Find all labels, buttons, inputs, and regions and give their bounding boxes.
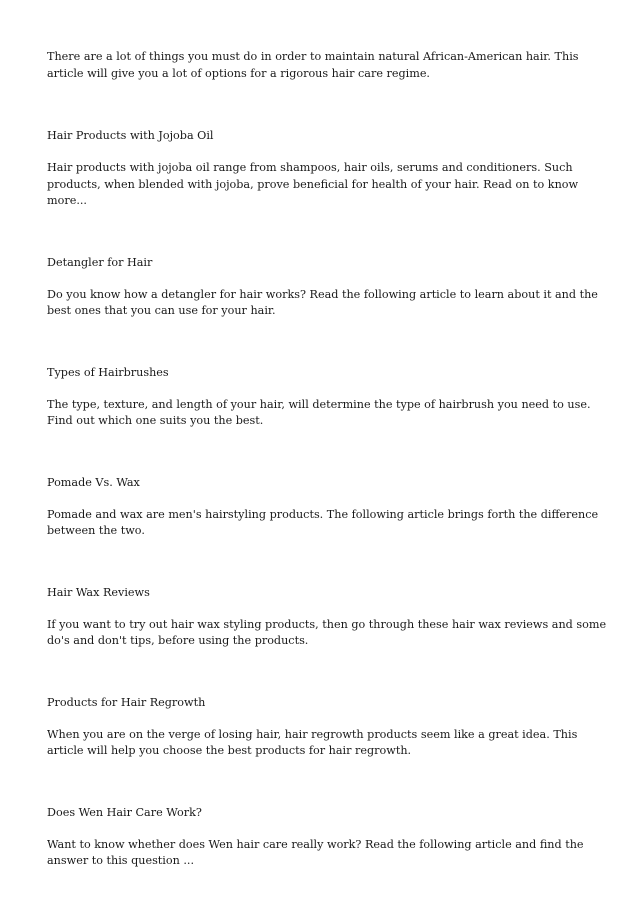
article-title[interactable]: Products for Hair Regrowth [47, 695, 206, 709]
article-title[interactable]: Hair Wax Reviews [47, 585, 150, 599]
article-entry-wax-reviews [47, 585, 607, 650]
article-description: Pomade and wax are men's hairstyling products. The following article brings forth the difference between the two. [47, 507, 599, 537]
article-entry-hairbrushes [47, 365, 607, 430]
article-title[interactable]: Types of Hairbrushes [47, 365, 169, 379]
article-title[interactable]: Pomade Vs. Wax [47, 475, 140, 489]
article-entry-detangler [47, 255, 607, 320]
article-entry-regrowth [47, 695, 607, 760]
article-entry-pomade-wax [47, 475, 607, 540]
article-description: Do you know how a detangler for hair works? Read the following article to learn about it and the best ones that you can use for your hair. [47, 287, 598, 317]
intro-paragraph: There are a lot of things you must do in order to maintain natural African-American hair. This article will give you a lot of options for a rigorous hair care regime. [47, 50, 579, 80]
article-entry-wen [47, 805, 607, 870]
article-description: Hair products with jojoba oil range from shampoos, hair oils, serums and conditioners. Such products, when blended with jojoba, prove beneficial for health of your hair. Read on to know more... [47, 161, 579, 207]
article-entry-jojoba [47, 128, 607, 210]
article-description: When you are on the verge of losing hair, hair regrowth products seem like a great idea. This article will help you choose the best products for hair regrowth. [47, 727, 578, 757]
article-title[interactable]: Detangler for Hair [47, 255, 153, 269]
article-description: Want to know whether does Wen hair care really work? Read the following article and find the answer to this question ... [47, 837, 584, 867]
article-description: If you want to try out hair wax styling products, then go through these hair wax reviews and some do's and don't tips, before using the products. [47, 617, 607, 647]
article-title[interactable]: Does Wen Hair Care Work? [47, 805, 202, 819]
article-description: The type, texture, and length of your hair, will determine the type of hairbrush you need to use. Find out which one suits you the best. [47, 397, 591, 427]
article-title[interactable]: Hair Products with Jojoba Oil [47, 129, 214, 142]
document-page [47, 49, 607, 870]
